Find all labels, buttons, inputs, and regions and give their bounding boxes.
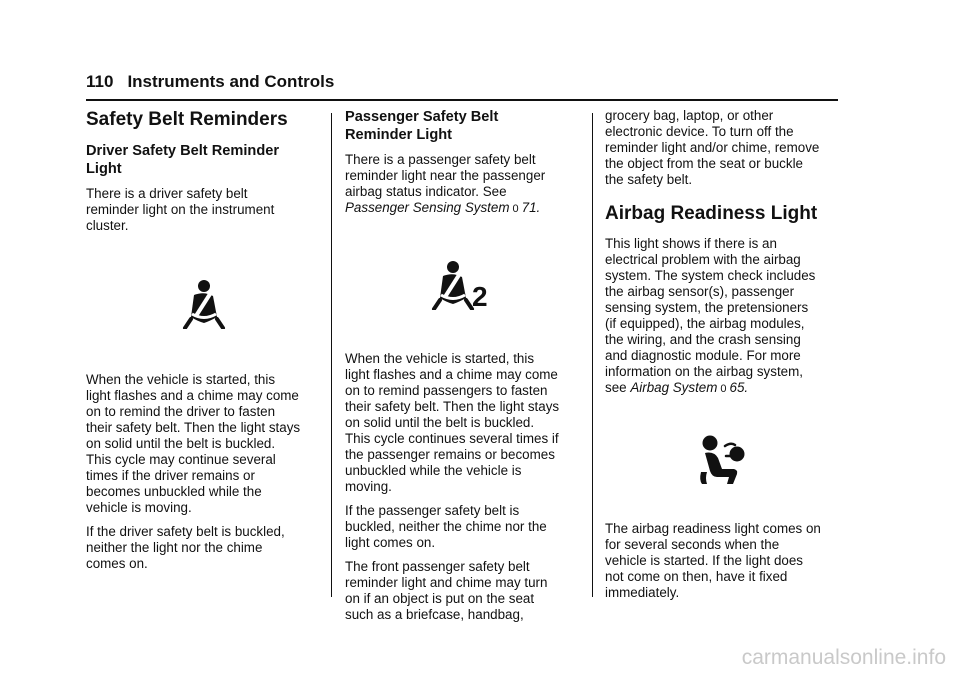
page-number: 110 <box>86 72 114 91</box>
seat-belt-icon <box>182 279 226 329</box>
passenger-body-continued: grocery bag, laptop, or other electronic device. To turn off the reminder light and/or chime, remove the object from the seat or buckle the safety belt. <box>605 108 820 187</box>
driver-body-2: If the driver safety belt is buckled, neither the light nor the chime comes on. <box>86 524 285 571</box>
passenger-seat-belt-icon <box>431 260 495 310</box>
page-ref-icon: 0 <box>720 383 727 395</box>
driver-intro: There is a driver safety belt reminder light on the instrument cluster. <box>86 186 275 233</box>
column-2 <box>345 108 581 631</box>
driver-reminder-heading: Driver Safety Belt Reminder Light <box>86 143 280 177</box>
header-rule <box>86 99 838 101</box>
airbag-system-link[interactable]: Airbag System 0 65. <box>630 380 749 395</box>
safety-belt-reminders-heading: Safety Belt Reminders <box>86 109 288 130</box>
column-divider-2 <box>592 113 593 597</box>
column-divider-1 <box>331 113 332 597</box>
airbag-figure <box>605 405 841 515</box>
airbag-body-2: The airbag readiness light comes on for several seconds when the vehicle is started. If the light does not come on then, have it fixed immediately. <box>605 521 821 600</box>
column-1 <box>86 108 322 580</box>
passenger-seat-belt-figure <box>345 225 581 345</box>
passenger-body: When the vehicle is started, this light flashes and a chime may come on to remind passengers to fasten their safety belt. Then the light stays on solid until the belt is buckled. This cycle continues several times if the passenger remains or becomes unbuckled while the vehicle is moving. <box>345 351 560 494</box>
airbag-body: This light shows if there is an electrical problem with the airbag system. The system check includes the airbag sensor(s), passenger sensing system, the pretensioners (if equipped), the airbag modules, the wiring, and the crash sensing and diagnostic module. For more information on the airbag system, see Airbag System 0 65. <box>605 236 816 395</box>
watermark: carmanualsonline.info <box>741 646 946 669</box>
airbag-icon <box>698 434 748 486</box>
column-3 <box>605 108 841 609</box>
page-ref-icon: 0 <box>512 203 519 215</box>
passenger-body-2: If the passenger safety belt is buckled, neither the chime nor the light comes on. <box>345 503 547 550</box>
passenger-intro: There is a passenger safety belt reminder light near the passenger airbag status indicator. See Passenger Sensing System 0 71. <box>345 152 546 215</box>
driver-body: When the vehicle is started, this light flashes and a chime may come on to remind the driver to fasten their safety belt. Then the light stays on solid until the belt is buckled. This cycle may continue several times if the driver remains or becomes unbuckled while the vehicle is moving. <box>86 372 301 515</box>
airbag-readiness-heading: Airbag Readiness Light <box>605 203 818 224</box>
section-title: Instruments and Controls <box>127 72 335 91</box>
passenger-body-3: The front passenger safety belt reminder light and chime may turn on if an object is put on the seat such as a briefcase, handbag, <box>345 559 548 622</box>
page-header <box>86 72 838 92</box>
seat-belt-figure <box>86 242 322 366</box>
passenger-icon-number: 2 <box>472 281 488 310</box>
passenger-sensing-link[interactable]: Passenger Sensing System 0 71. <box>345 200 541 215</box>
passenger-reminder-heading: Passenger Safety Belt Reminder Light <box>345 109 499 143</box>
